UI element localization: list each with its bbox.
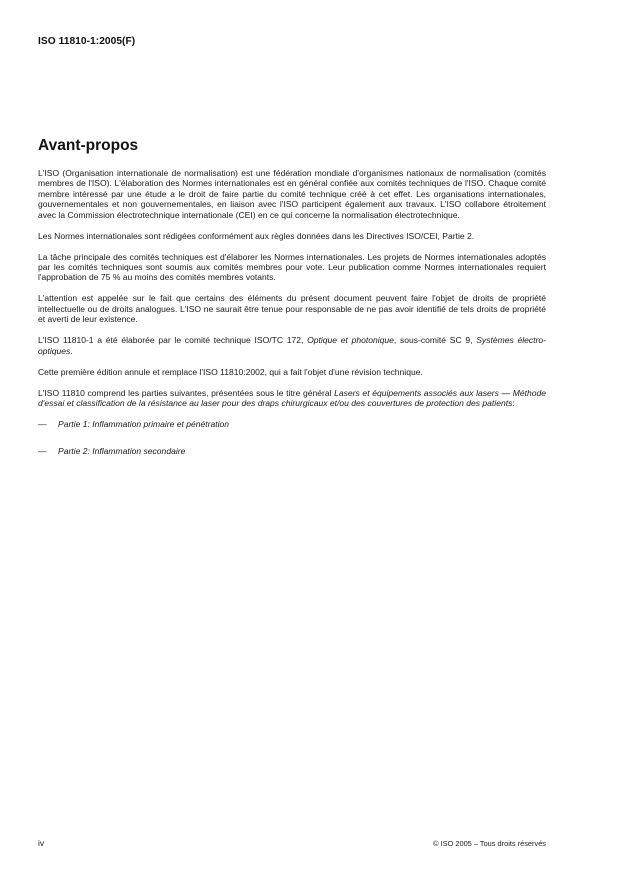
paragraph-directives: Les Normes internationales sont rédigées conformément aux règles données dans les Directives ISO/CEI, Partie 2. [38,230,475,241]
paragraph-main-task: La tâche principale des comités techniques est d'élaborer les Normes internationales. Les projets de Normes internationales adoptés par les comités techniques sont soumis aux comités membres pour vote. Leur publication comme Normes internationales requiert l'approbation de 75 % au moins des comités membres votants. [38,251,546,283]
document-id: ISO 11810-1:2005(F) [38,36,136,47]
list-item-part-2 [38,446,546,456]
list-item-label: Partie 2: Inflammation secondaire [58,445,186,456]
copyright-notice: © ISO 2005 – Tous droits réservés [433,839,546,848]
committee-name: Optique et photonique [307,335,394,346]
paragraph-parts-intro [38,388,546,409]
section-title: Avant-propos [38,137,139,154]
paragraph-patent-rights: L'attention est appelée sur le fait que certains des éléments du présent document peuvent faire l'objet de droits de propriété intellectuelle ou de droits analogues. L'ISO ne saurait être tenue pour responsable de ne pas avoir identifié de tels droits de propriété et averti de leur existence. [38,293,546,325]
foreword-body [38,168,546,473]
general-title: Lasers et équipements associés aux lasers — Méthode d'essai et classification de la résistance au laser pour des draps chirurgicaux et/ou des couvertures de protection des patients [38,387,547,409]
parts-intro-colon: : [512,398,515,409]
committee-text-3: . [70,345,73,356]
paragraph-committee [38,335,546,356]
subcommittee-name: Systèmes électro-optiques [38,335,546,356]
list-item-part-1 [38,419,546,429]
paragraph-iso-organisation: L'ISO (Organisation internationale de normalisation) est une fédération mondiale d'organismes nationaux de normalisation (comités membres de l'ISO). L'élaboration des Normes internationales est en général confiée aux comités techniques de l'ISO. Chaque comité membre intéressé par une étude a le droit de faire partie du comité technique créé à cet effet. Les organisations internationales, gouvernementales et non gouvernementales, en liaison avec l'ISO participent également aux travaux. L'ISO collabore étroitement avec la Commission électrotechnique internationale (CEI) en ce qui concerne la normalisation électrotechnique. [38,168,546,220]
committee-text-1: L'ISO 11810-1 a été élaborée par le comité technique ISO/TC 172, [38,335,308,346]
paragraph-edition: Cette première édition annule et remplace l'ISO 11810:2002, qui a fait l'objet d'une révision technique. [38,366,423,377]
list-item-label: Partie 1: Inflammation primaire et pénétration [58,419,230,430]
parts-intro-text: L'ISO 11810 comprend les parties suivantes, présentées sous le titre général [38,387,335,398]
em-dash-bullet: — [38,419,47,430]
committee-text-2: , sous-comité SC 9, [393,335,477,346]
page-number: iv [38,838,45,848]
em-dash-bullet: — [38,445,47,456]
